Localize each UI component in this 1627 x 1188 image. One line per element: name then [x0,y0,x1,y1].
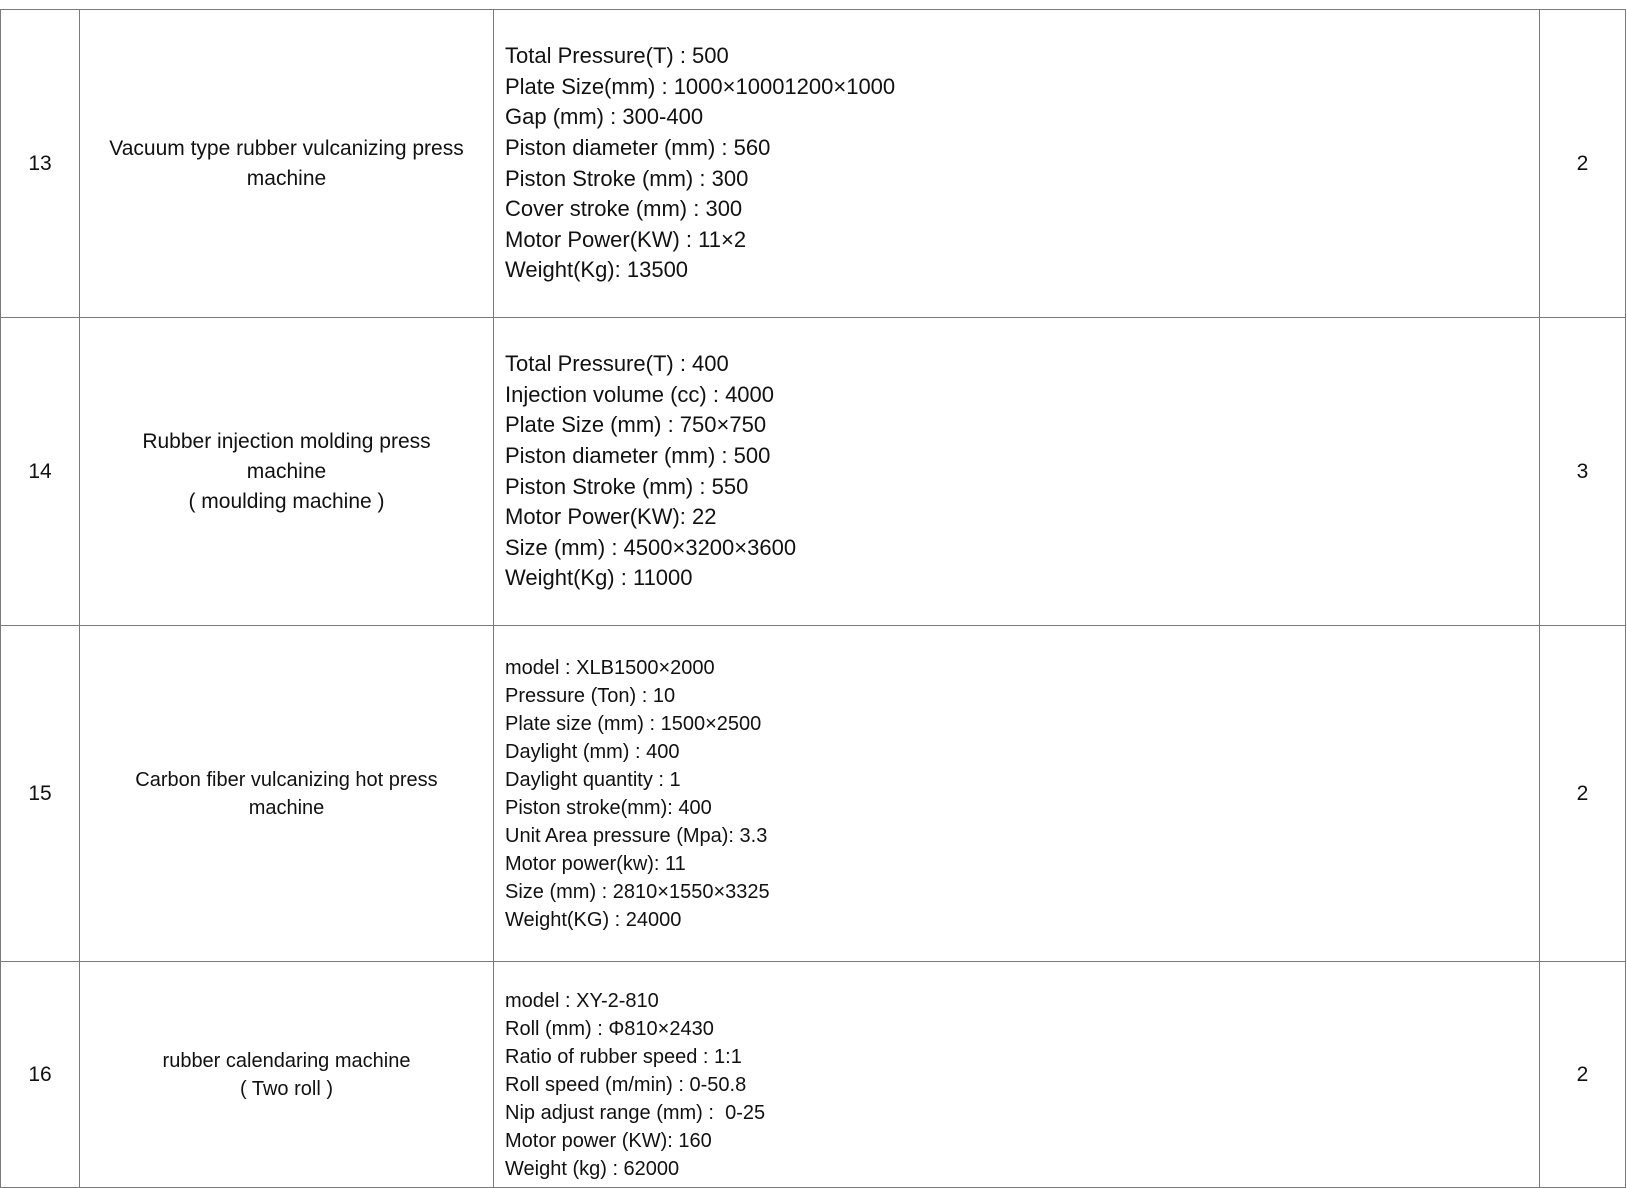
spec-line: Weight(KG) : 24000 [505,908,682,931]
machine-specifications [494,10,1540,318]
item-number: 14 [1,318,80,626]
spec-line: Gap (mm) : 300-400 [505,104,704,130]
spec-line: Piston Stroke (mm) : 550 [505,473,749,499]
machine-specifications [494,626,1540,962]
machine-name-line: ( moulding machine ) [188,489,385,513]
spec-line: Daylight quantity : 1 [505,768,681,791]
machine-name-line: machine [248,796,325,819]
spec-line: Roll (mm) : Φ810×2430 [505,1018,714,1040]
spec-line: Size (mm) : 2810×1550×3325 [505,880,770,903]
machine-name-line: Carbon fiber vulcanizing hot press [135,768,438,791]
spec-line: Plate Size(mm) : 1000×10001200×1000 [505,73,896,99]
spec-line: model : XY-2-810 [505,990,659,1012]
spec-line: Ratio of rubber speed : 1:1 [505,1046,742,1068]
table-row [1,10,1626,318]
quantity: 3 [1540,318,1626,626]
item-number: 13 [1,10,80,318]
spec-line: Daylight (mm) : 400 [505,740,680,763]
spec-line: Weight (kg) : 62000 [505,1158,680,1180]
table-row [1,318,1626,626]
machine-name [80,10,494,318]
machine-name [80,962,494,1188]
machine-name [80,626,494,962]
spec-line: Total Pressure(T) : 400 [505,351,729,377]
spec-line: Plate Size (mm) : 750×750 [505,412,767,438]
spec-line: model : XLB1500×2000 [505,656,715,679]
item-number: 16 [1,962,80,1188]
spec-line: Total Pressure(T) : 500 [505,43,729,69]
spec-line: Injection volume (cc) : 4000 [505,381,775,407]
item-number: 15 [1,626,80,962]
spec-line: Pressure (Ton) : 10 [505,684,676,707]
spec-line: Piston diameter (mm) : 500 [505,442,771,468]
machine-name-line: ( Two roll ) [240,1077,333,1100]
table-row [1,962,1626,1188]
spec-line: Motor Power(KW): 22 [505,504,717,530]
spec-line: Piston stroke(mm): 400 [505,796,712,819]
spec-line: Roll speed (m/min) : 0-50.8 [505,1074,747,1096]
spec-line: Piston diameter (mm) : 560 [505,134,771,160]
quantity: 2 [1540,962,1626,1188]
machine-name-line: machine [246,166,327,190]
spec-line: Weight(Kg) : 11000 [505,565,693,591]
machine-name [80,318,494,626]
equipment-spec-table [0,9,1626,1188]
machine-name-line: machine [246,459,327,483]
machine-name-line: Rubber injection molding press [142,429,431,453]
spec-line: Motor Power(KW) : 11×2 [505,226,747,252]
spec-line: Motor power (KW): 160 [505,1130,712,1152]
spec-line: Piston Stroke (mm) : 300 [505,165,749,191]
spec-line: Size (mm) : 4500×3200×3600 [505,534,797,560]
spec-line: Plate size (mm) : 1500×2500 [505,712,762,735]
spec-line: Nip adjust range (mm) : 0-25 [505,1102,766,1124]
machine-name-line: rubber calendaring machine [162,1049,411,1072]
table-row [1,626,1626,962]
spec-line: Motor power(kw): 11 [505,852,686,875]
machine-specifications [494,962,1540,1188]
spec-line: Unit Area pressure (Mpa): 3.3 [505,824,768,847]
spec-line: Cover stroke (mm) : 300 [505,196,743,222]
quantity: 2 [1540,10,1626,318]
machine-specifications [494,318,1540,626]
machine-name-line: Vacuum type rubber vulcanizing press [109,136,464,160]
spec-line: Weight(Kg): 13500 [505,257,689,283]
quantity: 2 [1540,626,1626,962]
